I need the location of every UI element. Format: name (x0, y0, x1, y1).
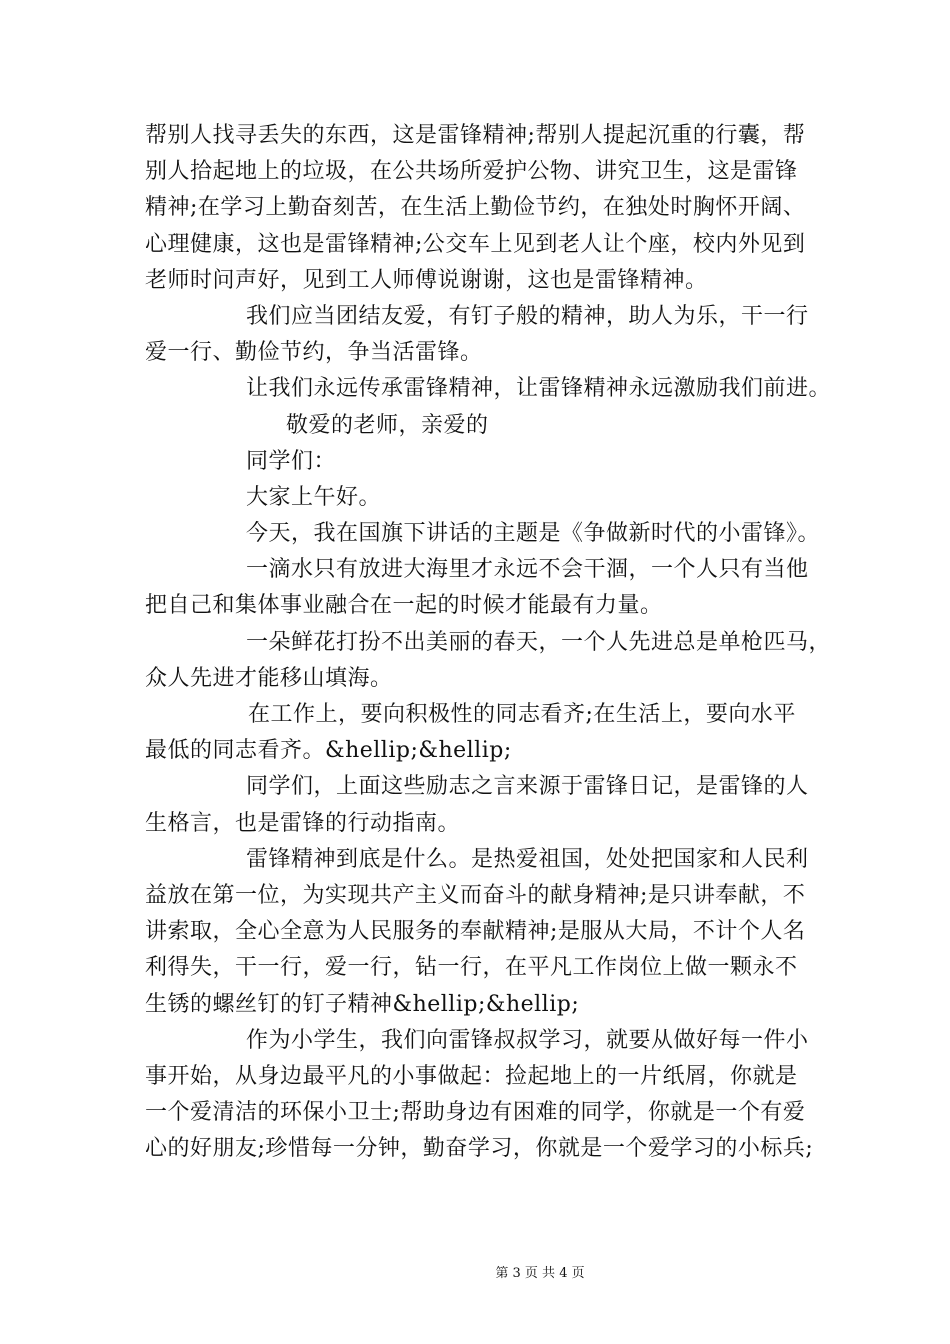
text-line: 别人拾起地上的垃圾，在公共场所爱护公物、讲究卫生，这是雷锋 (145, 159, 798, 185)
text-line: 生格言，也是雷锋的行动指南。 (145, 810, 461, 836)
paragraph-start-line: 让我们永远传承雷锋精神，让雷锋精神永远激励我们前进。 (246, 376, 832, 402)
paragraph-start-line: 在工作上，要向积极性的同志看齐;在生活上，要向水平 (248, 702, 796, 727)
text-line: 帮别人找寻丢失的东西，这是雷锋精神;帮别人提起沉重的行囊，帮 (145, 123, 806, 148)
text-line: 事开始，从身边最平凡的小事做起：捡起地上的一片纸屑，你就是 (145, 1063, 798, 1089)
text-line: 精神;在学习上勤奋刻苦，在生活上勤俭节约，在独处时胸怀开阔、 (145, 195, 806, 221)
paragraph-start-line: 一滴水只有放进大海里才永远不会干涸，一个人只有当他 (246, 557, 809, 583)
text-line: 众人先进才能移山填海。 (145, 665, 393, 691)
paragraph-start-line: 作为小学生，我们向雷锋叔叔学习，就要从做好每一件小 (246, 1027, 809, 1053)
document-body (145, 118, 832, 1167)
text-line: 把自己和集体事业融合在一起的时候才能最有力量。 (145, 593, 663, 619)
text-line: 讲索取，全心全意为人民服务的奉献精神;是服从大局，不计个人名 (145, 919, 806, 945)
paragraph-start-line: 我们应当团结友爱，有钉子般的精神，助人为乐，干一行 (246, 303, 809, 329)
greeting-line: 大家上午好。 (246, 484, 382, 510)
paragraph-start-line: 今天，我在国旗下讲话的主题是《争做新时代的小雷锋》。 (246, 521, 821, 547)
text-line: 生锈的螺丝钉的钉子精神&hellip;&hellip; (145, 991, 580, 1017)
text-line: 心理健康，这也是雷锋精神;公交车上见到老人让个座，校内外见到 (145, 231, 806, 257)
paragraph-start-line: 雷锋精神到底是什么。是热爱祖国，处处把国家和人民利 (246, 846, 809, 872)
text-line: 益放在第一位，为实现共产主义而奋斗的献身精神;是只讲奉献，不 (145, 882, 806, 908)
text-line: 心的好朋友;珍惜每一分钟，勤奋学习，你就是一个爱学习的小标兵; (145, 1136, 814, 1162)
text-line: 最低的同志看齐。&hellip;&hellip; (145, 738, 512, 764)
salutation-line: 同学们： (246, 448, 337, 474)
text-line: 爱一行、勤俭节约，争当活雷锋。 (145, 340, 483, 366)
paragraph-start-line: 一朵鲜花打扮不出美丽的春天，一个人先进总是单枪匹马， (246, 629, 832, 655)
text-line: 利得失，干一行，爱一行，钻一行，在平凡工作岗位上做一颗永不 (145, 955, 798, 981)
text-line: 老师时问声好，见到工人师傅说谢谢，这也是雷锋精神。 (145, 267, 708, 293)
paragraph-start-line: 同学们，上面这些励志之言来源于雷锋日记，是雷锋的人 (246, 774, 809, 800)
text-line: 一个爱清洁的环保小卫士;帮助身边有困难的同学，你就是一个有爱 (145, 1100, 806, 1126)
salutation-line: 敬爱的老师，亲爱的 (286, 412, 489, 438)
page-number-footer: 第 3 页 共 4 页 (495, 1266, 585, 1281)
